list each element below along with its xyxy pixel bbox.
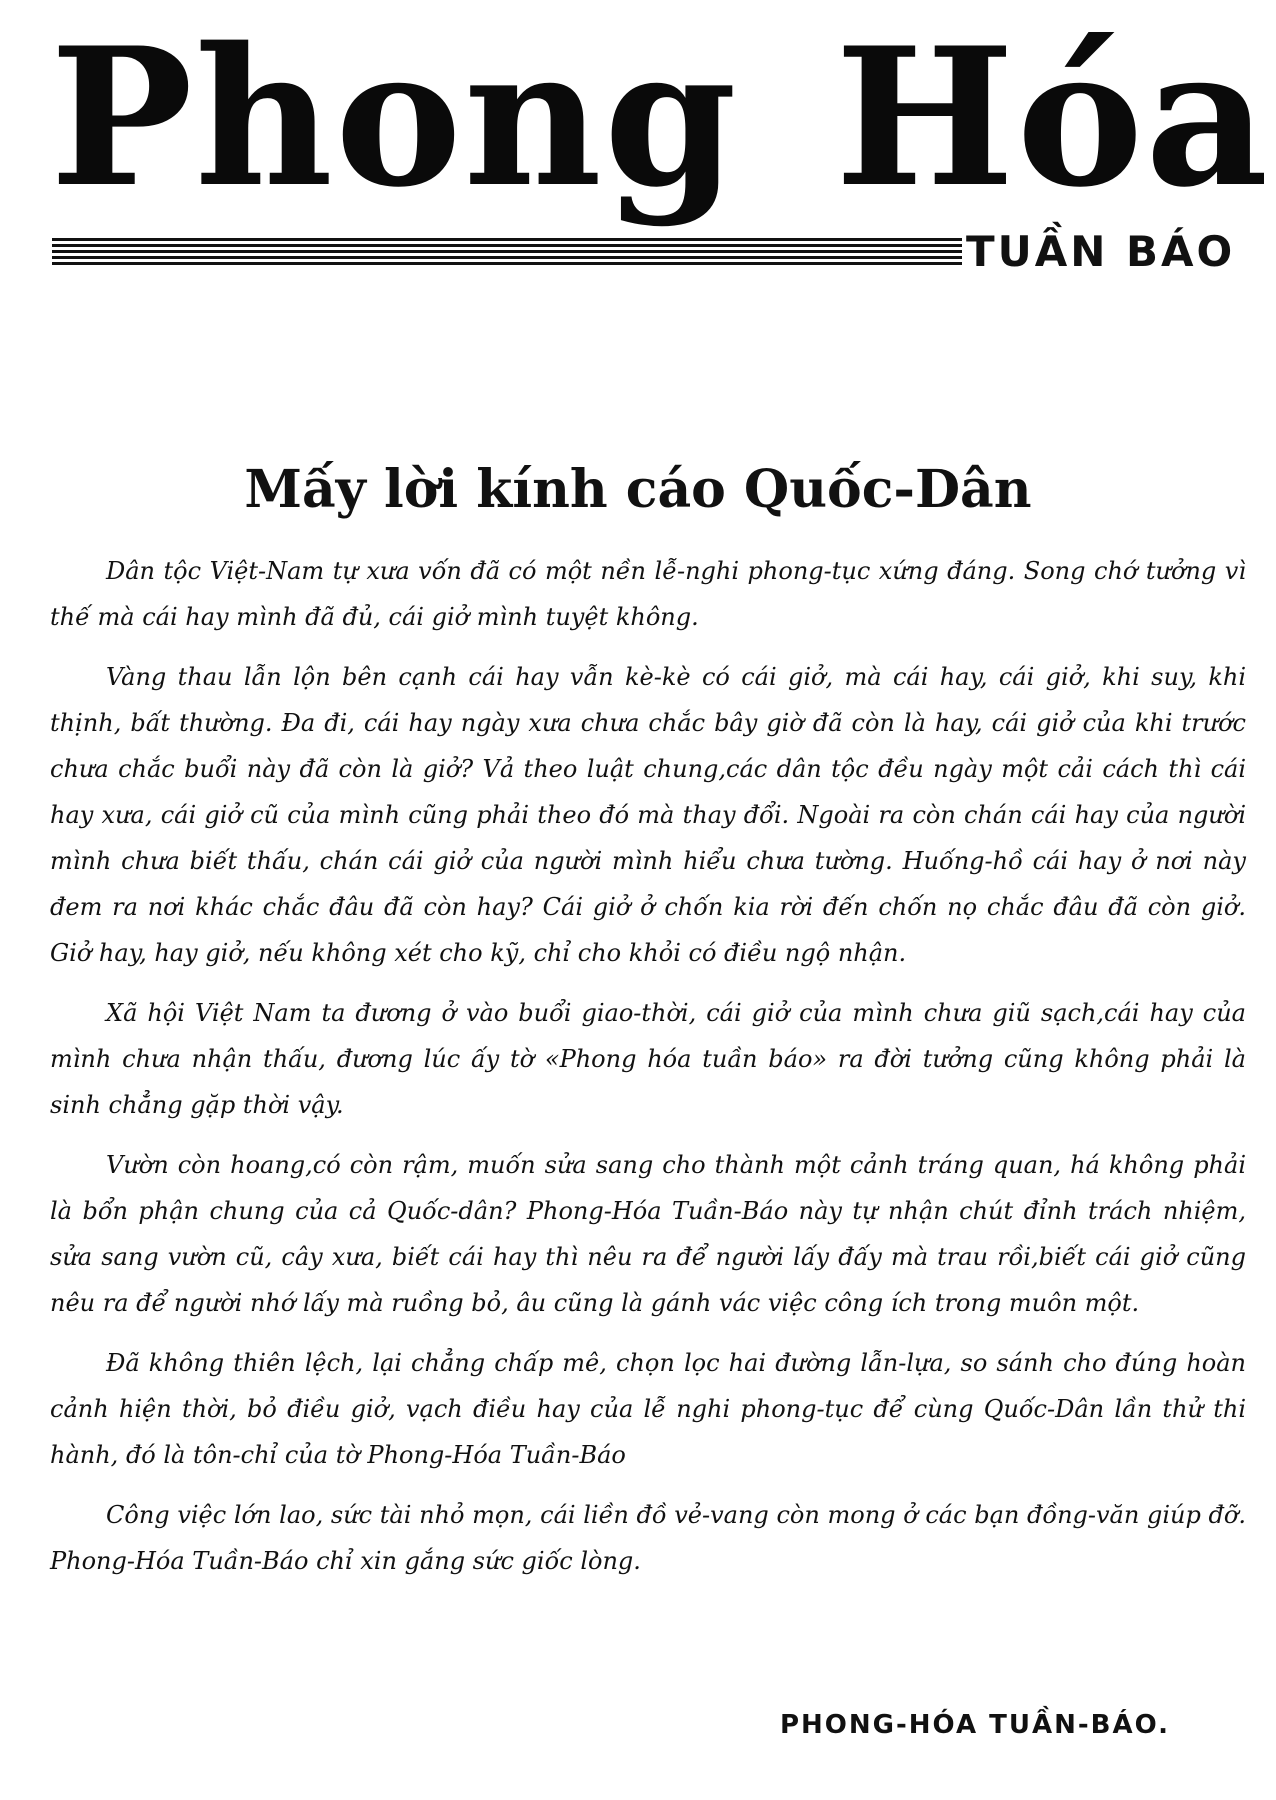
- article-signature: PHONG-HÓA TUẦN-BÁO.: [779, 1710, 1170, 1740]
- article-body: [50, 548, 1246, 1598]
- masthead-rule-lines: [52, 238, 962, 268]
- rule-line: [52, 256, 962, 259]
- newspaper-title: [50, 6, 1271, 229]
- article-paragraph-4: Vườn còn hoang,có còn rậm, muốn sửa sang cho thành một cảnh tráng quan, há không phải là bổn phận chung của cả Quốc-dân? Phong-Hóa Tuần-Báo này tự nhận chút đỉnh trách nhiệm, sửa sang vườn cũ, cây xưa, biết cái hay thì nêu ra để người lấy đấy mà trau rồi,biết cái giở cũng nêu ra để người nhớ lấy mà ruồng bỏ, âu cũng là gánh vác việc công ích trong muôn một.: [50, 1151, 1246, 1317]
- newspaper-title-word-2: Hóa: [835, 6, 1271, 229]
- article-paragraph-2: Vàng thau lẫn lộn bên cạnh cái hay vẫn kè-kè có cái giở, mà cái hay, cái giở, khi suy, khi thịnh, bất thường. Đa đi, cái hay ngày xưa chưa chắc bây giờ đã còn là hay, cái giở của khi trước chưa chắc buổi này đã còn là giở? Vả theo luật chung,các dân tộc đều ngày một cải cách thì cái hay xưa, cái giở cũ của mình cũng phải theo đó mà thay đổi. Ngoài ra còn chán cái hay của người mình chưa biết thấu, chán cái giở của người mình hiểu chưa tường. Huống-hồ cái hay ở nơi này đem ra nơi khác chắc đâu đã còn hay? Cái giở ở chốn kia rời đến chốn nọ chắc đâu đã còn giở. Giở hay, hay giở, nếu không xét cho kỹ, chỉ cho khỏi có điều ngộ nhận.: [50, 663, 1246, 967]
- article-paragraph-6: Công việc lớn lao, sức tài nhỏ mọn, cái liền đồ vẻ-vang còn mong ở các bạn đồng-văn giúp đỡ. Phong-Hóa Tuần-Báo chỉ xin gắng sức giốc lòng.: [50, 1501, 1246, 1575]
- rule-line: [52, 238, 962, 241]
- article-paragraph-5: Đã không thiên lệch, lại chẳng chấp mê, chọn lọc hai đường lẫn-lựa, so sánh cho đúng hoàn cảnh hiện thời, bỏ điều giở, vạch điều hay của lễ nghi phong-tục để cùng Quốc-Dân lần thử thi hành, đó là tôn-chỉ của tờ Phong-Hóa Tuần-Báo: [50, 1349, 1246, 1469]
- rule-line: [52, 250, 962, 253]
- article-paragraph-1: Dân tộc Việt-Nam tự xưa vốn đã có một nền lễ-nghi phong-tục xứng đáng. Song chớ tưởng vì thế mà cái hay mình đã đủ, cái giở mình tuyệt không.: [50, 557, 1246, 631]
- article-paragraph-3: Xã hội Việt Nam ta đương ở vào buổi giao-thời, cái giở của mình chưa giũ sạch,cái hay của mình chưa nhận thấu, đương lúc ấy tờ «Phong hóa tuần báo» ra đời tưởng cũng không phải là sinh chẳng gặp thời vậy.: [50, 999, 1246, 1119]
- rule-line: [52, 244, 962, 247]
- newspaper-title-word-1: Phong: [50, 6, 739, 229]
- masthead: [0, 0, 1276, 280]
- rule-line: [52, 262, 962, 265]
- newspaper-subtitle: TUẦN BÁO: [966, 227, 1236, 276]
- article-title: Mấy lời kính cáo Quốc-Dân: [244, 458, 1032, 520]
